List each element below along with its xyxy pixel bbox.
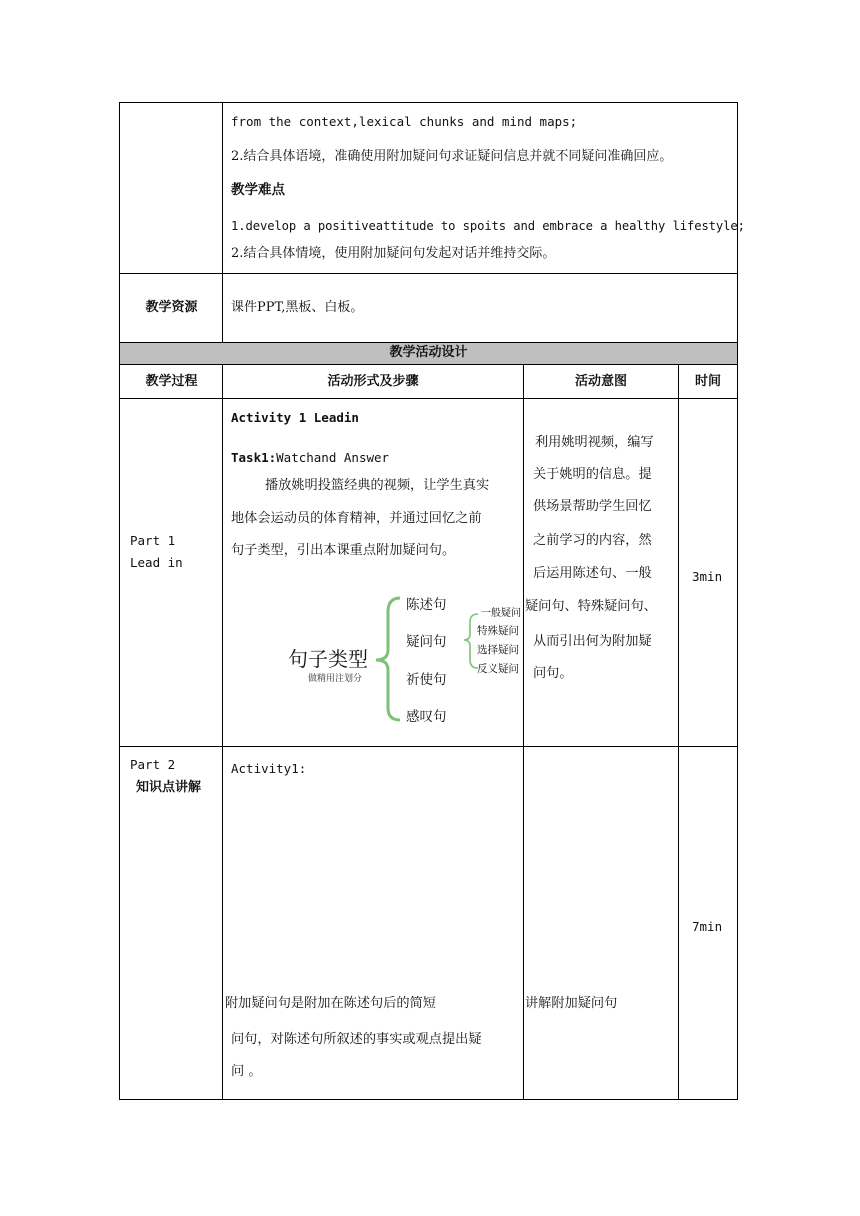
header-intent: 活动意图 (574, 374, 627, 389)
part1-intent-1: 利用姚明视频，编写 (535, 435, 654, 450)
part2-label-2: 知识点讲解 (136, 780, 202, 795)
part1-intent-3: 供场景帮助学生回忆 (533, 499, 652, 514)
mindmap-subtitle: 做精用注划分 (308, 674, 363, 684)
difficulty-line-2: 2.结合具体情境，使用附加疑问句发起对话并维持交际。 (231, 246, 556, 261)
part1-label-1: Part 1 (130, 533, 176, 548)
header-time: 时间 (694, 374, 721, 389)
part1-intent-7: 从而引出何为附加疑 (533, 634, 652, 649)
part2-label-1: Part 2 (130, 757, 176, 772)
part1-intent-8: 问句。 (533, 666, 573, 681)
part1-label-2: Lead in (130, 555, 183, 570)
objective-line-1: from the context,lexical chunks and mind maps; (231, 114, 578, 129)
part1-time: 3min (692, 569, 723, 584)
part2-desc-3: 问 。 (231, 1064, 262, 1079)
part1-intent-2: 关于姚明的信息。提 (533, 467, 652, 482)
part1-desc-1: 播放姚明投篮经典的视频，让学生真实 (265, 478, 490, 493)
mindmap-sub-3: 选择疑问 (477, 644, 519, 656)
resources-label: 教学资源 (145, 300, 198, 315)
mindmap-branch-1: 陈述句 (406, 597, 447, 613)
part1-intent-6: 疑问句、特殊疑问句、 (525, 599, 657, 614)
resources-value: 课件PPT,黑板、白板。 (231, 300, 364, 315)
part1-desc-2: 地体会运动员的体育精神，并通过回忆之前 (231, 511, 482, 526)
header-steps: 活动形式及步骤 (327, 374, 419, 389)
part2-intent: 讲解附加疑问句 (525, 996, 618, 1011)
mindmap-branch-4: 感叹句 (406, 709, 447, 725)
difficulty-heading: 教学难点 (231, 182, 285, 198)
mindmap-sub-1: 一般疑问 (481, 608, 521, 619)
section-title: 教学活动设计 (389, 345, 468, 360)
mindmap-branch-2: 疑问句 (406, 634, 447, 650)
part1-intent-5: 后运用陈述句、一般 (533, 566, 652, 581)
mindmap-sub-4: 反义疑问 (477, 663, 519, 675)
part1-activity: Activity 1 Leadin (231, 410, 359, 425)
mindmap-sub-2: 特殊疑问 (477, 625, 519, 637)
difficulty-line-1: 1.develop a positiveattitude to spoits and embrace a healthy lifestyle; (231, 219, 745, 233)
part2-activity: Activity1: (231, 761, 307, 776)
part1-task (231, 447, 389, 466)
objective-line-2: 2.结合具体语境，准确使用附加疑问句求证疑问信息并就不同疑问准确回应。 (231, 149, 673, 164)
mindmap-branch-3: 祈使句 (406, 672, 447, 688)
part1-intent-4: 之前学习的内容，然 (533, 533, 652, 548)
part2-desc-2: 问句，对陈述句所叙述的事实或观点提出疑 (231, 1032, 482, 1047)
part2-desc-1: 附加疑问句是附加在陈述句后的简短 (225, 996, 436, 1011)
header-process: 教学过程 (145, 374, 198, 389)
task-prefix: Task1: (231, 450, 277, 465)
part2-time: 7min (692, 919, 723, 934)
task-rest: Watchand Answer (276, 450, 390, 465)
mindmap-title: 句子类型 (288, 647, 368, 671)
part1-desc-3: 句子类型，引出本课重点附加疑问句。 (231, 543, 456, 558)
